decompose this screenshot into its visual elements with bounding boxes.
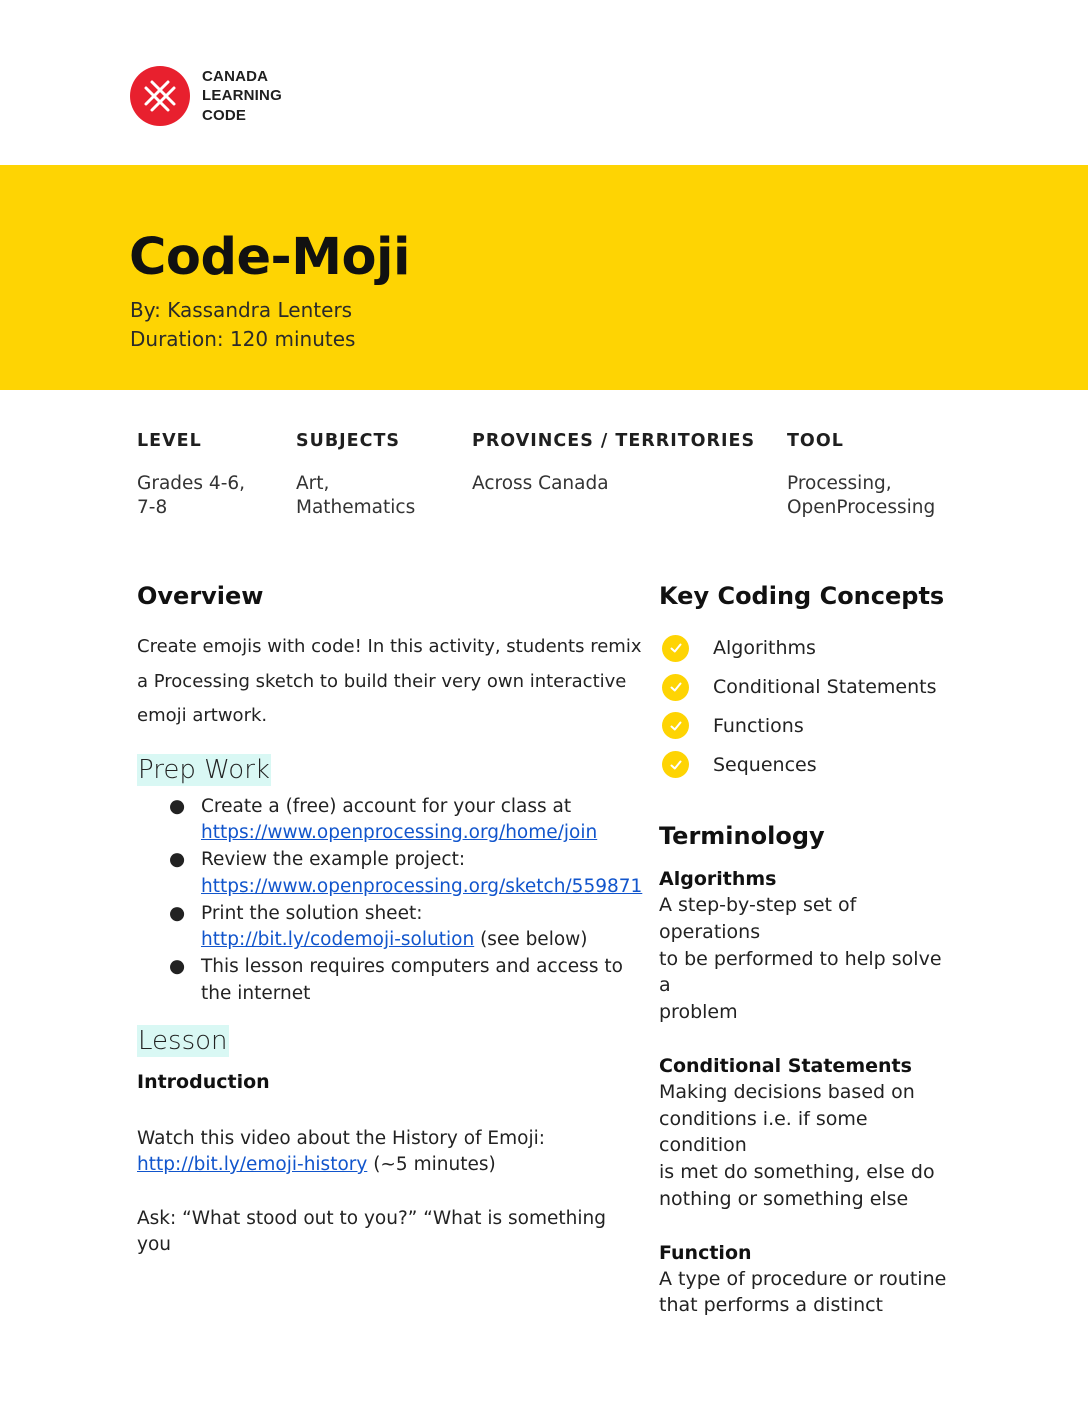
prep-item-text: Create a (free) account for your class at [201,795,572,817]
emoji-history-link[interactable]: http://bit.ly/emoji-history [137,1154,368,1175]
overview-line: Create emojis with code! In this activity, students remix [137,636,642,657]
meta-tool [787,429,935,520]
check-circle-icon [662,712,689,739]
meta-value-line: Mathematics [296,497,416,518]
openprocessing-join-link[interactable]: https://www.openprocessing.org/home/join [201,822,598,844]
meta-value [787,472,935,520]
bullet-icon: ● [169,795,186,817]
meta-heading: PROVINCES / TERRITORIES [472,431,756,451]
overview-heading: Overview [137,582,264,610]
list-item [659,629,959,668]
meta-value-line: Art, [296,473,330,494]
concept-label: Functions [713,714,804,737]
term-definition-line: problem [659,1001,738,1023]
term-entry [659,866,959,1026]
introduction-heading: Introduction [137,1070,270,1093]
term-definition-line: that performs a distinct [659,1294,884,1317]
meta-value-line: 7-8 [137,497,168,518]
concept-label: Sequences [713,753,817,776]
concepts-list [659,629,959,784]
term-definition-line: nothing or something else [659,1187,909,1210]
prep-list [137,794,642,1008]
prep-item-text: This lesson requires computers and access to [201,956,623,977]
concept-label: Conditional Statements [713,676,937,699]
list-item [659,745,959,784]
bullet-icon: ● [169,956,186,977]
prep-item-text: Print the solution sheet: [201,902,423,924]
prep-item-text: Review the example project: [201,849,466,870]
byline [130,296,355,353]
ask-text: Ask: “What stood out to you?” “What is something you [137,1207,606,1255]
brand-line: CANADA [202,67,269,85]
term-definition-line: is met do something, else do [659,1161,935,1183]
brand-logo [130,66,282,126]
watch-link-line [137,1152,642,1179]
list-item [137,847,642,901]
meta-value [137,472,245,520]
main-column [137,580,642,1259]
prep-item-text: the internet [201,982,311,1004]
meta-provinces [472,429,755,496]
brand-wordmark [202,67,282,126]
term-definition-line: A step-by-step set of operations [659,894,857,943]
sidebar-column [659,580,959,1319]
check-circle-icon [662,751,689,778]
meta-subjects [296,429,415,520]
bullet-icon: ● [169,849,186,870]
meta-value-line: Grades 4-6, [137,473,246,494]
bullet-icon: ● [169,902,186,924]
term-definition-line: to be performed to help solve a [659,947,942,997]
check-circle-icon [662,674,689,701]
term-title: Function [659,1241,752,1264]
link-suffix-text: (~5 minutes) [367,1154,496,1175]
list-item [659,668,959,707]
meta-heading: SUBJECTS [296,431,401,451]
overview-line: emoji artwork. [137,705,268,726]
prep-work-heading: Prep Work [138,754,270,785]
watch-text: Watch this video about the History of Emoji: [137,1127,545,1149]
key-concepts-heading: Key Coding Concepts [659,582,945,610]
term-title: Algorithms [659,868,777,890]
solution-sheet-link[interactable]: http://bit.ly/codemoji-solution [201,929,475,951]
example-project-link[interactable]: https://www.openprocessing.org/sketch/559871 [201,875,643,897]
check-circle-icon [662,635,689,662]
term-entry [659,1053,959,1213]
term-definition-line: conditions i.e. if some condition [659,1107,868,1157]
terminology-heading: Terminology [659,822,825,850]
page-title: Code-Moji [129,228,410,287]
overview-text [137,630,642,734]
term-definition-line: Making decisions based on [659,1080,915,1103]
term-entry [659,1240,959,1320]
meta-value-line: Across Canada [472,473,609,494]
link-suffix-text: (see below) [474,929,588,951]
list-item [137,954,642,1008]
meta-level [137,429,245,520]
term-definition-line: A type of procedure or routine [659,1267,947,1290]
list-item [659,707,959,746]
meta-value [472,472,755,496]
meta-value-line: Processing, [787,473,892,494]
overview-line: a Processing sketch to build their very own interactive [137,670,627,692]
brand-line: LEARNING [202,87,282,105]
brand-line: CODE [202,106,247,124]
concept-label: Algorithms [713,637,816,660]
canada-learning-code-logo-icon [130,66,190,126]
lesson-heading: Lesson [138,1025,228,1056]
term-title: Conditional Statements [659,1054,912,1077]
meta-value-line: OpenProcessing [787,497,936,518]
author-text: By: Kassandra Lenters [130,298,353,322]
list-item [137,794,642,848]
meta-heading: TOOL [787,431,844,451]
meta-heading: LEVEL [137,431,202,451]
list-item [137,901,642,955]
duration-text: Duration: 120 minutes [130,326,356,351]
meta-value [296,472,415,520]
